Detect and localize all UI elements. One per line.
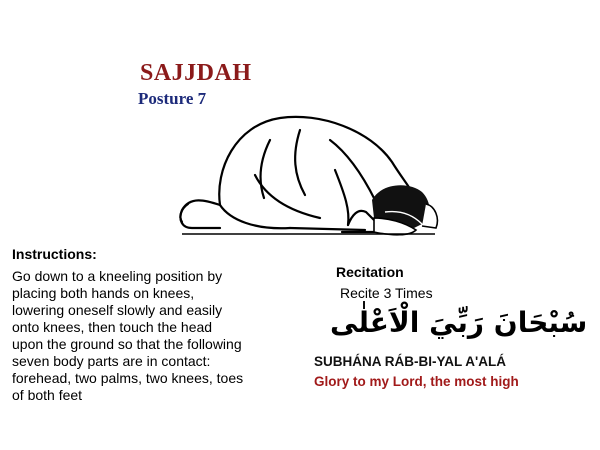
arabic-recitation: سُبْحَانَ رَبِّيَ الْاَعْلٰى — [330, 306, 588, 339]
instructions-body — [12, 268, 312, 404]
recitation-heading: Recitation — [336, 264, 404, 280]
instruction-line: seven body parts are in contact: — [12, 353, 211, 369]
instruction-line: of both feet — [12, 387, 83, 403]
translation: Glory to my Lord, the most high — [314, 374, 519, 389]
instruction-line: forehead, two palms, two knees, toes — [12, 370, 244, 386]
man-in-prostration-icon — [160, 100, 460, 250]
page-title: SAJJDAH — [140, 60, 252, 86]
instruction-line: Go down to a kneeling position by — [12, 268, 223, 284]
recitation-count: Recite 3 Times — [340, 285, 433, 301]
posture-subtitle: Posture 7 — [138, 89, 207, 108]
instruction-line: upon the ground so that the following — [12, 336, 242, 352]
instruction-line: placing both hands on knees, — [12, 285, 195, 301]
transliteration: SUBHÁNA RÁB-BI-YAL A'ALÁ — [314, 354, 506, 369]
instructions-heading: Instructions: — [12, 246, 97, 262]
instruction-line: lowering oneself slowly and easily — [12, 302, 223, 318]
instruction-line: onto knees, then touch the head — [12, 319, 213, 335]
